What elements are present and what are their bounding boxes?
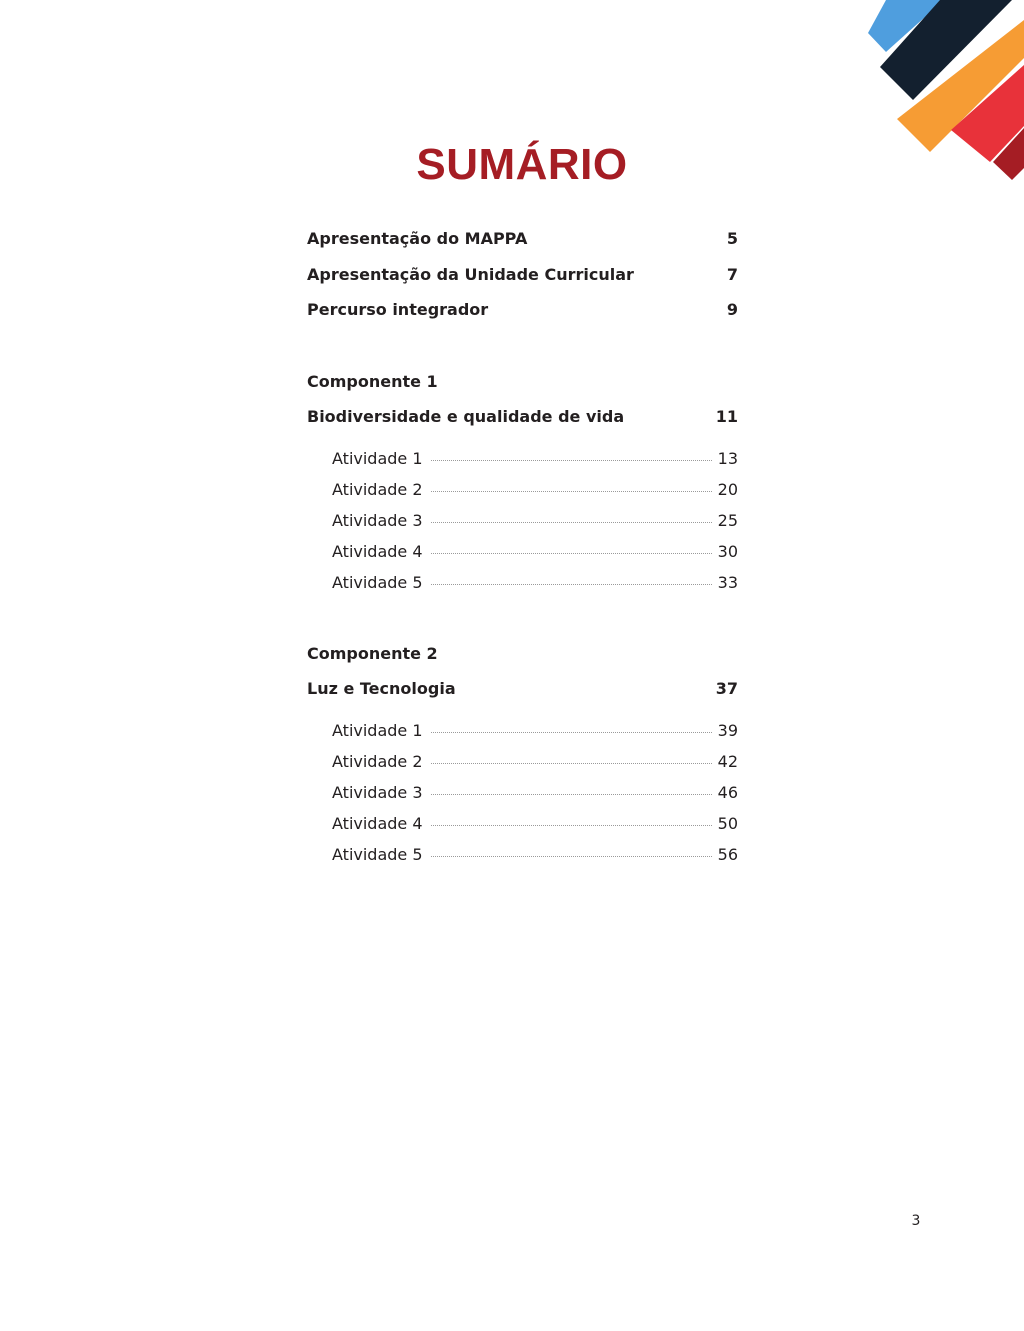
toc-activity-row[interactable] — [332, 814, 738, 845]
toc-entry-page: 9 — [726, 300, 738, 319]
activity-label: Atividade 5 — [332, 844, 423, 864]
toc-activity-row[interactable] — [332, 542, 738, 573]
activity-label: Atividade 4 — [332, 813, 423, 833]
toc-entry-page: 7 — [726, 264, 738, 284]
activity-page: 20 — [717, 479, 738, 499]
activity-page: 39 — [717, 720, 738, 740]
component-2-label: Componente 2 — [307, 643, 438, 663]
activity-page: 42 — [717, 751, 738, 771]
toc-activity-row[interactable] — [332, 511, 738, 542]
toc-activity-row[interactable] — [332, 752, 738, 783]
dot-leader — [431, 460, 712, 461]
page-number: 3 — [911, 1213, 921, 1229]
table-of-contents — [307, 229, 738, 876]
activity-label: Atividade 3 — [332, 782, 423, 802]
toc-entry-label: Biodiversidade e qualidade de vida — [307, 407, 625, 426]
toc-entry-page: 11 — [715, 407, 738, 426]
activity-page: 25 — [717, 510, 738, 530]
activity-label: Atividade 1 — [332, 720, 423, 740]
activity-label: Atividade 1 — [332, 448, 423, 468]
activity-page: 46 — [717, 782, 738, 802]
activity-page: 33 — [717, 572, 738, 592]
toc-activity-row[interactable] — [332, 480, 738, 511]
toc-entry-label: Percurso integrador — [307, 300, 489, 319]
activity-label: Atividade 5 — [332, 572, 423, 592]
activity-label: Atividade 2 — [332, 479, 423, 499]
toc-activity-row[interactable] — [332, 783, 738, 814]
toc-entry-page: 5 — [726, 229, 738, 248]
dot-leader — [431, 584, 712, 585]
dot-leader — [431, 856, 712, 857]
toc-entry-unidade-curricular[interactable] — [307, 265, 738, 301]
toc-entry-mappa[interactable] — [307, 229, 738, 265]
component-2-activities — [307, 721, 738, 876]
dot-leader — [431, 491, 712, 492]
dot-leader — [431, 794, 712, 795]
toc-activity-row[interactable] — [332, 721, 738, 752]
activity-page: 13 — [717, 448, 738, 468]
toc-entry-component-2[interactable] — [307, 679, 738, 715]
toc-entry-label: Apresentação da Unidade Curricular — [307, 264, 634, 284]
toc-entry-label: Apresentação do MAPPA — [307, 229, 528, 248]
component-1-label: Componente 1 — [307, 371, 438, 391]
toc-activity-row[interactable] — [332, 449, 738, 480]
activity-page: 50 — [717, 813, 738, 833]
dot-leader — [431, 825, 712, 826]
dot-leader — [431, 553, 712, 554]
toc-activity-row[interactable] — [332, 573, 738, 604]
toc-entry-page: 37 — [715, 679, 738, 698]
toc-entry-percurso[interactable] — [307, 300, 738, 336]
component-1-activities — [307, 449, 738, 604]
activity-page: 56 — [717, 844, 738, 864]
dot-leader — [431, 522, 712, 523]
page-title: SUMÁRIO — [416, 140, 628, 189]
toc-activity-row[interactable] — [332, 845, 738, 876]
activity-page: 30 — [717, 541, 738, 561]
activity-label: Atividade 4 — [332, 541, 423, 561]
dot-leader — [431, 732, 712, 733]
activity-label: Atividade 2 — [332, 751, 423, 771]
toc-entry-label: Luz e Tecnologia — [307, 679, 456, 698]
dot-leader — [431, 763, 712, 764]
activity-label: Atividade 3 — [332, 510, 423, 530]
toc-entry-component-1[interactable] — [307, 407, 738, 443]
